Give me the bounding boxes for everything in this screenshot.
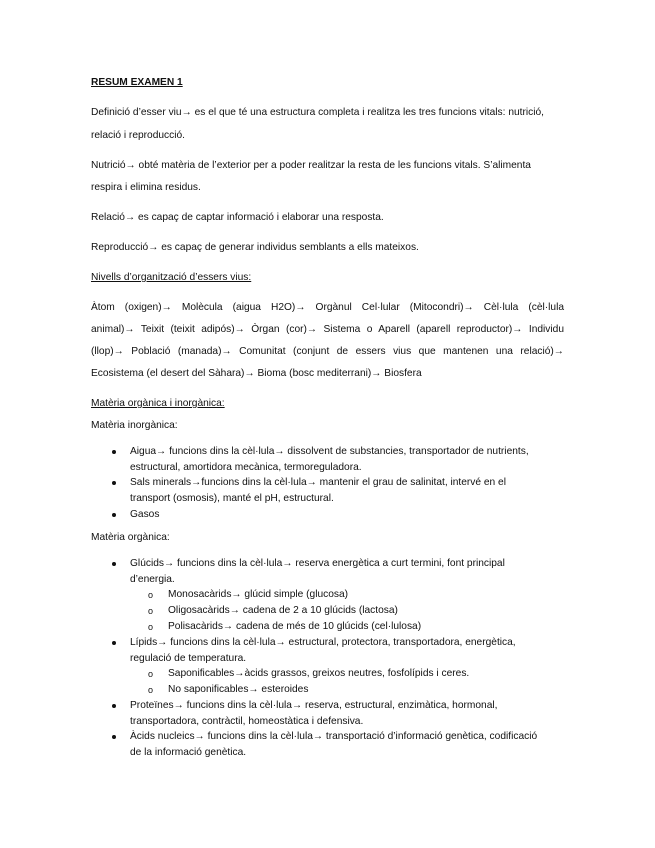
lipids-line-1: Lípids→ funcions dins la cèl·lula→ estructural, protectora, transportadora, energètica,	[130, 637, 516, 648]
proteines-line-2: transportadora, contràctil, homeostàtica i defensiva.	[130, 716, 364, 727]
materia-heading: Matèria orgànica i inorgànica:	[91, 398, 225, 409]
reproduccio-paragraph: Reproducció→ es capaç de generar individus semblants a ells mateixos.	[91, 242, 419, 253]
nivells-line-4: Ecosistema (el desert del Sàhara)→ Bioma (bosc mediterrani)→ Biosfera	[91, 368, 422, 379]
definition-line-1: Definició d’esser viu→ es el que té una estructura completa i realitza les tres funcions vitals: nutrició,	[91, 107, 544, 118]
organica-heading: Matèria orgànica:	[91, 532, 170, 543]
sub-bullet-icon: o	[148, 669, 154, 679]
nivells-line-1: Àtom (oxigen)→ Molècula (aigua H2O)→ Orgànul Cel·lular (Mitocondri)→ Cèl·lula (cèl·lula	[91, 302, 564, 313]
sals-line-2: transport (osmosis), manté el pH, estructural.	[130, 493, 334, 504]
acids-line-2: de la informació genètica.	[130, 747, 247, 758]
sals-line-1: Sals minerals→funcions dins la cèl·lula→ mantenir el grau de salinitat, intervé en el	[130, 477, 506, 488]
bullet-icon	[112, 562, 116, 566]
glucids-sub-3: Polisacàrids→ cadena de més de 10 glúcids (cel·lulosa)	[168, 621, 422, 632]
lipids-sub-2: No saponificables→ esteroides	[168, 684, 309, 695]
nutricio-line-2: respira i elimina residus.	[91, 182, 201, 193]
sub-bullet-icon: o	[148, 590, 154, 600]
glucids-line-1: Glúcids→ funcions dins la cèl·lula→ reserva energètica a curt termini, font principal	[130, 558, 505, 569]
glucids-sub-1: Monosacàrids→ glúcid simple (glucosa)	[168, 589, 349, 600]
nivells-heading: Nivells d’organització d’essers vius:	[91, 272, 252, 283]
bullet-icon	[112, 641, 116, 645]
bullet-icon	[112, 704, 116, 708]
lipids-line-2: regulació de temperatura.	[130, 653, 247, 664]
bullet-icon	[112, 735, 116, 739]
bullet-icon	[112, 481, 116, 485]
proteines-line-1: Proteïnes→ funcions dins la cèl·lula→ reserva, estructural, enzimàtica, hormonal,	[130, 700, 498, 711]
sub-bullet-icon: o	[148, 606, 154, 616]
aigua-line-1: Aigua→ funcions dins la cèl·lula→ dissolvent de substancies, transportador de nutrients,	[130, 446, 529, 457]
sub-bullet-icon: o	[148, 685, 154, 695]
nutricio-line-1: Nutrició→ obté matèria de l’exterior per a poder realitzar la resta de les funcions vitals. S’alimenta	[91, 160, 531, 171]
glucids-line-2: d’energia.	[130, 574, 175, 585]
definition-line-2: relació i reproducció.	[91, 130, 185, 141]
gasos-item: Gasos	[130, 509, 160, 520]
document-title: RESUM EXAMEN 1	[91, 77, 183, 88]
sub-bullet-icon: o	[148, 622, 154, 632]
nivells-line-2: animal)→ Teixit (teixit adipós)→ Òrgan (cor)→ Sistema o Aparell (aparell reproductor)→ Individu	[91, 324, 564, 335]
acids-line-1: Àcids nucleics→ funcions dins la cèl·lula→ transportació d’informació genètica, codificació	[130, 731, 538, 742]
bullet-icon	[112, 450, 116, 454]
lipids-sub-1: Saponificables→àcids grassos, greixos neutres, fosfolípids i ceres.	[168, 668, 470, 679]
aigua-line-2: estructural, amortidora mecànica, termoreguladora.	[130, 462, 362, 473]
bullet-icon	[112, 513, 116, 517]
nivells-line-3: (llop)→ Població (manada)→ Comunitat (conjunt de essers vius que mantenen una relació)→	[91, 346, 564, 357]
glucids-sub-2: Oligosacàrids→ cadena de 2 a 10 glúcids (lactosa)	[168, 605, 398, 616]
inorganica-heading: Matèria inorgànica:	[91, 420, 178, 431]
relacio-paragraph: Relació→ es capaç de captar informació i elaborar una resposta.	[91, 212, 384, 223]
